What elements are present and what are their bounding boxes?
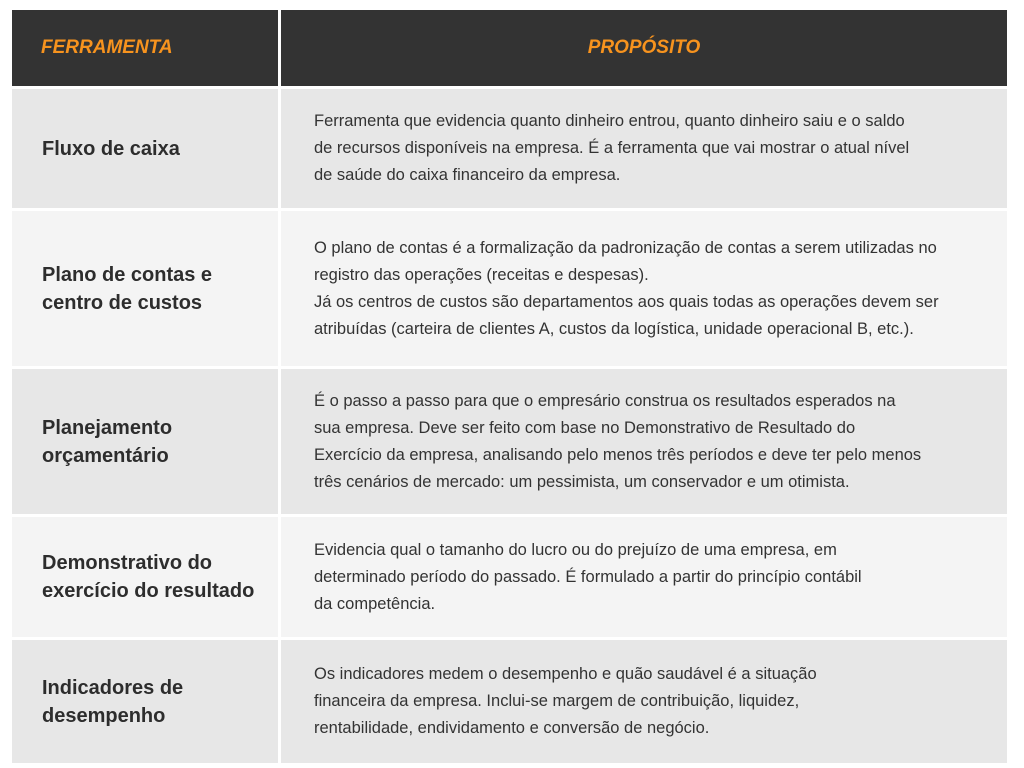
tool-name-line: exercício do resultado xyxy=(42,580,255,602)
purpose-line: rentabilidade, endividamento e conversão de negócio. xyxy=(314,719,710,737)
purpose-line: Ferramenta que evidencia quanto dinheiro entrou, quanto dinheiro saiu e o saldo xyxy=(314,112,905,130)
tool-purpose xyxy=(281,640,1007,763)
tool-purpose xyxy=(281,89,1007,208)
purpose-line: de saúde do caixa financeiro da empresa. xyxy=(314,166,621,184)
tool-name xyxy=(12,517,278,637)
tool-purpose xyxy=(281,211,1007,366)
purpose-line: Exercício da empresa, analisando pelo menos três períodos e deve ter pelo menos xyxy=(314,445,922,464)
tool-purpose xyxy=(281,369,1007,514)
tool-name-line: Planejamento xyxy=(42,416,173,439)
tool-name-line: desempenho xyxy=(42,704,166,727)
tool-name xyxy=(12,369,278,514)
table-header xyxy=(12,10,1007,86)
purpose-line: financeira da empresa. Inclui-se margem de contribuição, liquidez, xyxy=(314,692,800,710)
table-row xyxy=(12,517,1007,637)
table-row xyxy=(12,640,1007,763)
purpose-line: determinado período do passado. É formulado a partir do princípio contábil xyxy=(314,567,862,586)
tool-name xyxy=(12,640,278,763)
purpose-line: O plano de contas é a formalização da padronização de contas a serem utilizadas no xyxy=(314,238,937,257)
purpose-line: É o passo a passo para que o empresário construa os resultados esperados na xyxy=(314,391,896,410)
table-row xyxy=(12,89,1007,208)
purpose-line: sua empresa. Deve ser feito com base no Demonstrativo de Resultado do xyxy=(314,418,856,437)
tool-name xyxy=(12,211,278,366)
tools-table xyxy=(12,10,1007,763)
purpose-line: Já os centros de custos são departamentos aos quais todas as operações devem ser xyxy=(314,292,939,311)
tool-name-line: centro de custos xyxy=(42,291,203,314)
purpose-line: Os indicadores medem o desempenho e quão saudável é a situação xyxy=(314,665,817,683)
purpose-line: da competência. xyxy=(314,594,436,613)
tool-name-line: Fluxo de caixa xyxy=(42,137,180,160)
purpose-line: de recursos disponíveis na empresa. É a ferramenta que vai mostrar o atual nível xyxy=(314,139,910,157)
tool-name-line: orçamentário xyxy=(42,444,169,467)
purpose-line: três cenários de mercado: um pessimista, um conservador e um otimista. xyxy=(314,472,850,491)
header-tool: FERRAMENTA xyxy=(12,10,278,86)
table-row xyxy=(12,369,1007,514)
tool-name xyxy=(12,89,278,208)
purpose-line: atribuídas (carteira de clientes A, custos da logística, unidade operacional B, etc.). xyxy=(314,319,914,338)
purpose-line: registro das operações (receitas e despesas). xyxy=(314,265,649,284)
tool-name-line: Indicadores de xyxy=(42,676,184,699)
purpose-line: Evidencia qual o tamanho do lucro ou do prejuízo de uma empresa, em xyxy=(314,540,837,559)
tool-name-line: Demonstrativo do xyxy=(42,552,213,574)
table-row xyxy=(12,211,1007,366)
header-purpose: PROPÓSITO xyxy=(281,10,1007,86)
tool-name-line: Plano de contas e xyxy=(42,263,213,286)
tool-purpose xyxy=(281,517,1007,637)
